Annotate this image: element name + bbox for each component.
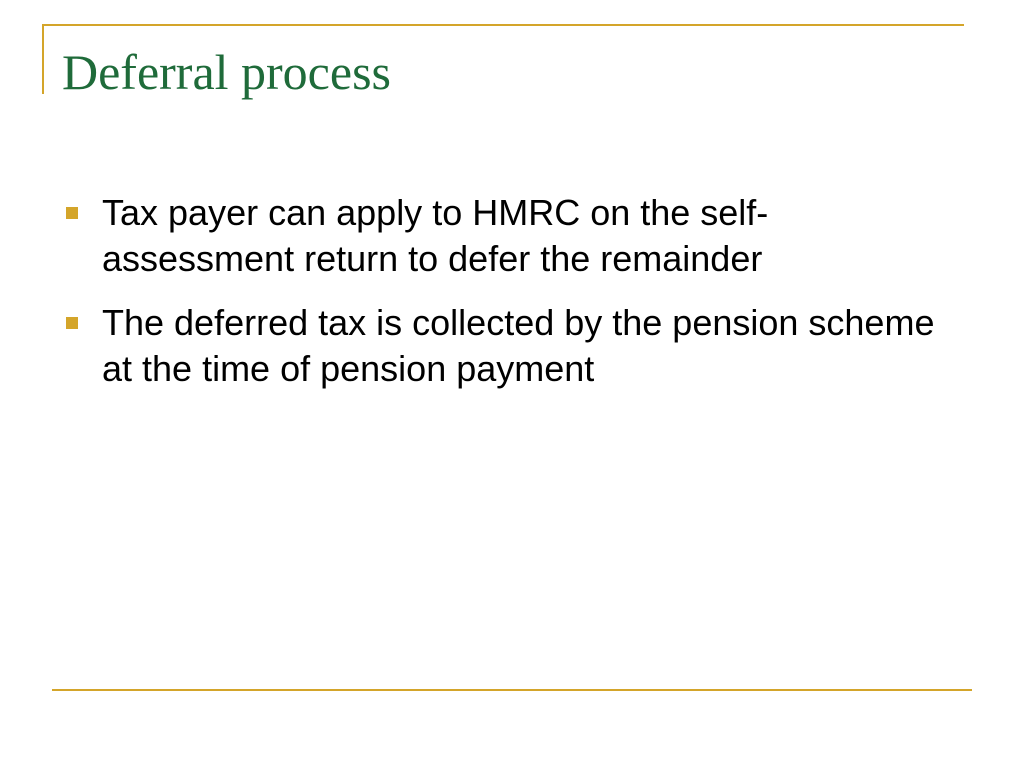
bullet-item — [66, 190, 946, 282]
frame-top-line — [42, 24, 964, 26]
frame-left-line — [42, 24, 44, 94]
bullet-list — [66, 190, 946, 410]
square-bullet-icon — [66, 207, 78, 219]
bullet-item — [66, 300, 946, 392]
bullet-text: The deferred tax is collected by the pension scheme at the time of pension payment — [102, 302, 935, 389]
frame-bottom-line — [52, 689, 972, 691]
square-bullet-icon — [66, 317, 78, 329]
bullet-text: Tax payer can apply to HMRC on the self-assessment return to defer the remainder — [102, 192, 769, 279]
slide-title: Deferral process — [62, 44, 391, 100]
